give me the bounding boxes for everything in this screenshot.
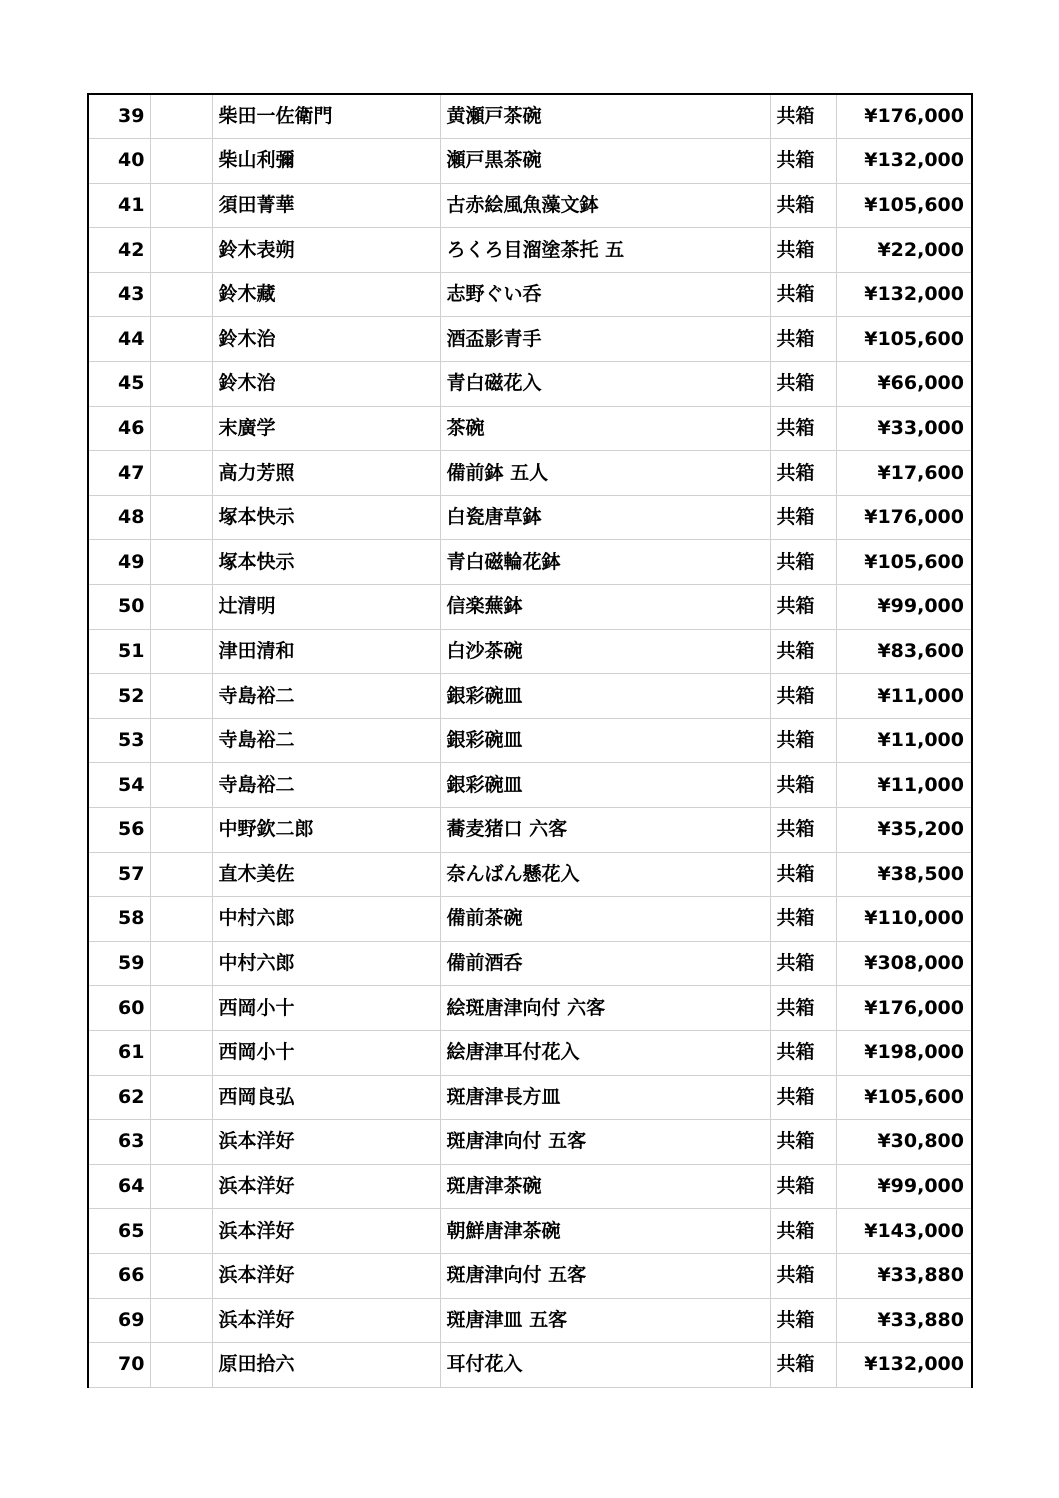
- artist-cell: 鈴木治: [212, 362, 440, 407]
- price-cell: ¥33,880: [836, 1298, 972, 1343]
- table-row: [88, 540, 972, 585]
- item-cell: 茶碗: [440, 406, 770, 451]
- price-cell: ¥22,000: [836, 228, 972, 273]
- price-cell: ¥105,600: [836, 183, 972, 228]
- box-cell: 共箱: [770, 317, 836, 362]
- lot-number-cell: 42: [88, 228, 150, 273]
- lot-number-cell: 39: [88, 94, 150, 139]
- table-row: [88, 808, 972, 853]
- price-list-table: [87, 93, 973, 1388]
- blank-cell: [150, 495, 212, 540]
- artist-cell: 鈴木治: [212, 317, 440, 362]
- blank-cell: [150, 629, 212, 674]
- lot-number-cell: 66: [88, 1253, 150, 1298]
- artist-cell: 須田菁華: [212, 183, 440, 228]
- price-cell: ¥30,800: [836, 1120, 972, 1165]
- lot-number-cell: 61: [88, 1030, 150, 1075]
- box-cell: 共箱: [770, 718, 836, 763]
- box-cell: 共箱: [770, 629, 836, 674]
- price-cell: ¥99,000: [836, 585, 972, 630]
- blank-cell: [150, 585, 212, 630]
- blank-cell: [150, 1253, 212, 1298]
- blank-cell: [150, 1343, 212, 1388]
- table-row: [88, 406, 972, 451]
- artist-cell: 鈴木表朔: [212, 228, 440, 273]
- box-cell: 共箱: [770, 852, 836, 897]
- artist-cell: 柴山利彌: [212, 139, 440, 184]
- blank-cell: [150, 808, 212, 853]
- box-cell: 共箱: [770, 183, 836, 228]
- box-cell: 共箱: [770, 406, 836, 451]
- lot-number-cell: 64: [88, 1164, 150, 1209]
- blank-cell: [150, 674, 212, 719]
- blank-cell: [150, 183, 212, 228]
- blank-cell: [150, 718, 212, 763]
- blank-cell: [150, 139, 212, 184]
- item-cell: 朝鮮唐津茶碗: [440, 1209, 770, 1254]
- table-row: [88, 139, 972, 184]
- price-cell: ¥11,000: [836, 718, 972, 763]
- box-cell: 共箱: [770, 362, 836, 407]
- blank-cell: [150, 317, 212, 362]
- table-row: [88, 317, 972, 362]
- item-cell: 斑唐津長方皿: [440, 1075, 770, 1120]
- blank-cell: [150, 941, 212, 986]
- item-cell: 青白磁輪花鉢: [440, 540, 770, 585]
- lot-number-cell: 49: [88, 540, 150, 585]
- table-row: [88, 763, 972, 808]
- lot-number-cell: 63: [88, 1120, 150, 1165]
- price-cell: ¥35,200: [836, 808, 972, 853]
- artist-cell: 浜本洋好: [212, 1120, 440, 1165]
- box-cell: 共箱: [770, 1343, 836, 1388]
- table-row: [88, 1209, 972, 1254]
- table-row: [88, 183, 972, 228]
- blank-cell: [150, 763, 212, 808]
- table-row: [88, 362, 972, 407]
- artist-cell: 浜本洋好: [212, 1209, 440, 1254]
- item-cell: 備前鉢 五人: [440, 451, 770, 496]
- item-cell: 斑唐津皿 五客: [440, 1298, 770, 1343]
- table-row: [88, 1343, 972, 1388]
- item-cell: 奈んばん懸花入: [440, 852, 770, 897]
- price-cell: ¥11,000: [836, 674, 972, 719]
- price-cell: ¥105,600: [836, 540, 972, 585]
- item-cell: 酒盃影青手: [440, 317, 770, 362]
- table-row: [88, 1298, 972, 1343]
- price-cell: ¥83,600: [836, 629, 972, 674]
- lot-number-cell: 53: [88, 718, 150, 763]
- price-cell: ¥11,000: [836, 763, 972, 808]
- item-cell: 白瓷唐草鉢: [440, 495, 770, 540]
- lot-number-cell: 40: [88, 139, 150, 184]
- box-cell: 共箱: [770, 763, 836, 808]
- lot-number-cell: 60: [88, 986, 150, 1031]
- blank-cell: [150, 1164, 212, 1209]
- table-row: [88, 718, 972, 763]
- item-cell: 瀬戸黒茶碗: [440, 139, 770, 184]
- box-cell: 共箱: [770, 1075, 836, 1120]
- box-cell: 共箱: [770, 1253, 836, 1298]
- lot-number-cell: 50: [88, 585, 150, 630]
- lot-number-cell: 56: [88, 808, 150, 853]
- artist-cell: 鈴木藏: [212, 272, 440, 317]
- item-cell: 絵唐津耳付花入: [440, 1030, 770, 1075]
- table-row: [88, 1164, 972, 1209]
- table-row: [88, 585, 972, 630]
- item-cell: 銀彩碗皿: [440, 763, 770, 808]
- price-cell: ¥33,880: [836, 1253, 972, 1298]
- price-cell: ¥110,000: [836, 897, 972, 942]
- box-cell: 共箱: [770, 139, 836, 184]
- artist-cell: 原田拾六: [212, 1343, 440, 1388]
- artist-cell: 塚本快示: [212, 495, 440, 540]
- price-cell: ¥17,600: [836, 451, 972, 496]
- box-cell: 共箱: [770, 585, 836, 630]
- item-cell: 斑唐津茶碗: [440, 1164, 770, 1209]
- box-cell: 共箱: [770, 1209, 836, 1254]
- blank-cell: [150, 1209, 212, 1254]
- price-cell: ¥132,000: [836, 139, 972, 184]
- lot-number-cell: 45: [88, 362, 150, 407]
- item-cell: 黄瀬戸茶碗: [440, 94, 770, 139]
- item-cell: 備前茶碗: [440, 897, 770, 942]
- item-cell: 銀彩碗皿: [440, 718, 770, 763]
- blank-cell: [150, 852, 212, 897]
- lot-number-cell: 54: [88, 763, 150, 808]
- item-cell: 志野ぐい呑: [440, 272, 770, 317]
- price-cell: ¥66,000: [836, 362, 972, 407]
- blank-cell: [150, 1075, 212, 1120]
- table-row: [88, 272, 972, 317]
- lot-number-cell: 43: [88, 272, 150, 317]
- box-cell: 共箱: [770, 94, 836, 139]
- blank-cell: [150, 362, 212, 407]
- price-cell: ¥132,000: [836, 272, 972, 317]
- artist-cell: 浜本洋好: [212, 1164, 440, 1209]
- blank-cell: [150, 1120, 212, 1165]
- item-cell: 斑唐津向付 五客: [440, 1120, 770, 1165]
- table-row: [88, 986, 972, 1031]
- blank-cell: [150, 897, 212, 942]
- table-row: [88, 1075, 972, 1120]
- item-cell: 絵斑唐津向付 六客: [440, 986, 770, 1031]
- box-cell: 共箱: [770, 1164, 836, 1209]
- blank-cell: [150, 540, 212, 585]
- table-row: [88, 852, 972, 897]
- price-cell: ¥105,600: [836, 1075, 972, 1120]
- item-cell: 白沙茶碗: [440, 629, 770, 674]
- table-row: [88, 1030, 972, 1075]
- box-cell: 共箱: [770, 897, 836, 942]
- artist-cell: 西岡小十: [212, 1030, 440, 1075]
- blank-cell: [150, 272, 212, 317]
- lot-number-cell: 41: [88, 183, 150, 228]
- blank-cell: [150, 406, 212, 451]
- artist-cell: 柴田一佐衛門: [212, 94, 440, 139]
- item-cell: 青白磁花入: [440, 362, 770, 407]
- artist-cell: 寺島裕二: [212, 763, 440, 808]
- table-row: [88, 94, 972, 139]
- price-cell: ¥198,000: [836, 1030, 972, 1075]
- table-row: [88, 941, 972, 986]
- artist-cell: 高力芳照: [212, 451, 440, 496]
- table-row: [88, 495, 972, 540]
- item-cell: 耳付花入: [440, 1343, 770, 1388]
- box-cell: 共箱: [770, 674, 836, 719]
- artist-cell: 寺島裕二: [212, 718, 440, 763]
- artist-cell: 寺島裕二: [212, 674, 440, 719]
- table-row: [88, 897, 972, 942]
- lot-number-cell: 59: [88, 941, 150, 986]
- artist-cell: 末廣学: [212, 406, 440, 451]
- box-cell: 共箱: [770, 1298, 836, 1343]
- box-cell: 共箱: [770, 272, 836, 317]
- price-cell: ¥38,500: [836, 852, 972, 897]
- lot-number-cell: 65: [88, 1209, 150, 1254]
- blank-cell: [150, 1030, 212, 1075]
- artist-cell: 中村六郎: [212, 897, 440, 942]
- blank-cell: [150, 1298, 212, 1343]
- box-cell: 共箱: [770, 941, 836, 986]
- artist-cell: 辻清明: [212, 585, 440, 630]
- price-cell: ¥308,000: [836, 941, 972, 986]
- lot-number-cell: 70: [88, 1343, 150, 1388]
- price-cell: ¥132,000: [836, 1343, 972, 1388]
- price-cell: ¥143,000: [836, 1209, 972, 1254]
- price-cell: ¥176,000: [836, 986, 972, 1031]
- table-row: [88, 674, 972, 719]
- item-cell: 古赤絵風魚藻文鉢: [440, 183, 770, 228]
- artist-cell: 西岡小十: [212, 986, 440, 1031]
- artist-cell: 中村六郎: [212, 941, 440, 986]
- box-cell: 共箱: [770, 1120, 836, 1165]
- price-cell: ¥99,000: [836, 1164, 972, 1209]
- lot-number-cell: 52: [88, 674, 150, 719]
- artist-cell: 西岡良弘: [212, 1075, 440, 1120]
- artist-cell: 津田清和: [212, 629, 440, 674]
- artist-cell: 浜本洋好: [212, 1253, 440, 1298]
- table-row: [88, 629, 972, 674]
- table-row: [88, 451, 972, 496]
- item-cell: 蕎麦猪口 六客: [440, 808, 770, 853]
- item-cell: 信楽蕪鉢: [440, 585, 770, 630]
- lot-number-cell: 57: [88, 852, 150, 897]
- table-row: [88, 1253, 972, 1298]
- artist-cell: 中野欽二郎: [212, 808, 440, 853]
- lot-number-cell: 51: [88, 629, 150, 674]
- lot-number-cell: 48: [88, 495, 150, 540]
- item-cell: 備前酒呑: [440, 941, 770, 986]
- price-cell: ¥105,600: [836, 317, 972, 362]
- lot-number-cell: 62: [88, 1075, 150, 1120]
- box-cell: 共箱: [770, 540, 836, 585]
- item-cell: ろくろ目溜塗茶托 五: [440, 228, 770, 273]
- table-row: [88, 228, 972, 273]
- lot-number-cell: 58: [88, 897, 150, 942]
- lot-number-cell: 46: [88, 406, 150, 451]
- lot-number-cell: 44: [88, 317, 150, 362]
- lot-number-cell: 47: [88, 451, 150, 496]
- box-cell: 共箱: [770, 808, 836, 853]
- price-cell: ¥176,000: [836, 495, 972, 540]
- table-body: [88, 94, 972, 1387]
- blank-cell: [150, 986, 212, 1031]
- lot-number-cell: 69: [88, 1298, 150, 1343]
- artist-cell: 塚本快示: [212, 540, 440, 585]
- price-cell: ¥176,000: [836, 94, 972, 139]
- box-cell: 共箱: [770, 495, 836, 540]
- blank-cell: [150, 228, 212, 273]
- blank-cell: [150, 451, 212, 496]
- box-cell: 共箱: [770, 228, 836, 273]
- price-cell: ¥33,000: [836, 406, 972, 451]
- box-cell: 共箱: [770, 1030, 836, 1075]
- artist-cell: 直木美佐: [212, 852, 440, 897]
- table-row: [88, 1120, 972, 1165]
- box-cell: 共箱: [770, 451, 836, 496]
- item-cell: 斑唐津向付 五客: [440, 1253, 770, 1298]
- item-cell: 銀彩碗皿: [440, 674, 770, 719]
- box-cell: 共箱: [770, 986, 836, 1031]
- blank-cell: [150, 94, 212, 139]
- artist-cell: 浜本洋好: [212, 1298, 440, 1343]
